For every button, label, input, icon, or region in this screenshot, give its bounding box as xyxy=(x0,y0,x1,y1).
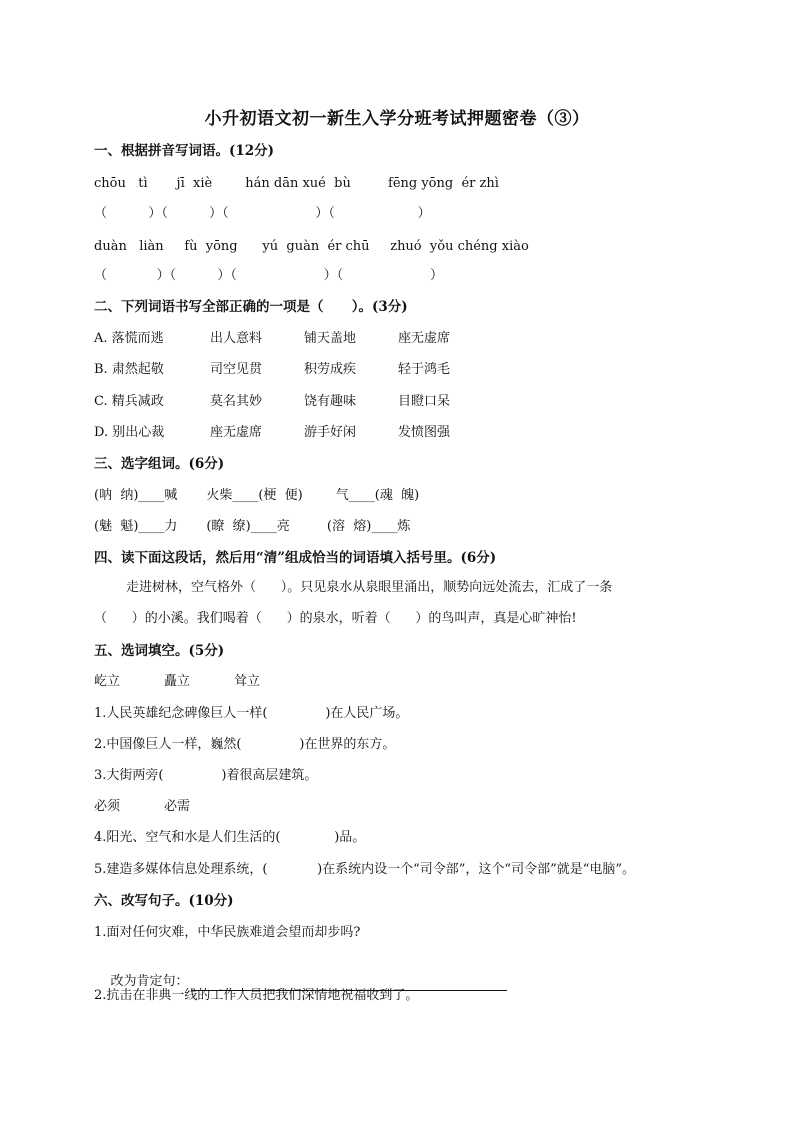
section4-paragraph-line-2: （ ）的小溪。我们喝着（ ）的泉水，听着（ ）的鸟叫声，真是心旷神怡! xyxy=(94,611,577,626)
section6-question-1: 1.面对任何灾难，中华民族难道会望而却步吗? xyxy=(94,925,361,940)
section5-heading: 五、选词填空。(5分) xyxy=(94,643,225,659)
word-choice: 必需 xyxy=(164,799,191,814)
option-c-word2: 莫名其妙 xyxy=(210,394,263,409)
option-c-word4: 目瞪口呆 xyxy=(398,394,451,409)
section3-row-2: (魅 魁)____力 (瞭 缭)____亮 (溶 熔)____炼 xyxy=(94,519,411,534)
option-b-word4: 轻于鸿毛 xyxy=(398,362,451,377)
option-a-word4: 座无虚席 xyxy=(398,331,451,346)
section6-question-2: 2.抗击在非典一线的工作人员把我们深情地祝福收到了。 xyxy=(94,988,419,1003)
option-a-label: A. 落慌而逃 xyxy=(94,331,164,346)
section3-row-1: (呐 纳)____喊 火柴____(梗 便) 气____(魂 魄) xyxy=(94,488,420,503)
option-a-row xyxy=(94,330,498,348)
section1-heading: 一、根据拼音写词语。(12分) xyxy=(94,143,275,159)
section4-heading: 四、读下面这段话，然后用“清”组成恰当的词语填入括号里。(6分) xyxy=(94,550,497,566)
blanks-row-2: （ ）（ ）（ ）（ ） xyxy=(94,268,443,283)
page-title: 小升初语文初一新生入学分班考试押题密卷（③） xyxy=(204,109,590,129)
option-d-word2: 座无虚席 xyxy=(210,425,263,440)
pinyin-row-1: chōu tì jī xiè hán dān xué bù fēng yōng ér zhì xyxy=(94,176,499,191)
section5-question-5: 5.建造多媒体信息处理系统，( )在系统内设一个“司令部”，这个“司令部”就是“电脑”。 xyxy=(94,862,636,877)
option-b-row xyxy=(94,361,498,379)
option-d-word3: 游手好闲 xyxy=(304,425,357,440)
section4-paragraph-line-1: 走进树林，空气格外（ ）。只见泉水从泉眼里涌出，顺势向远处流去，汇成了一条 xyxy=(126,580,613,595)
option-a-word2: 出人意料 xyxy=(210,331,263,346)
word-choices-2 xyxy=(94,798,234,816)
section5-question-2: 2.中国像巨人一样，巍然( )在世界的东方。 xyxy=(94,737,396,752)
blanks-row-1: （ ）（ ）（ ）（ ） xyxy=(94,206,431,221)
section6-heading: 六、改写句子。(10分) xyxy=(94,893,234,909)
section5-question-3: 3.大街两旁( )着很高层建筑。 xyxy=(94,768,318,783)
word-choice: 耸立 xyxy=(234,674,261,689)
word-choices-1 xyxy=(94,673,304,691)
section2-heading: 二、下列词语书写全部正确的一项是（ ）。(3分) xyxy=(94,299,408,315)
option-a-word3: 铺天盖地 xyxy=(304,331,357,346)
pinyin-row-2: duàn liàn fù yōng yú guàn ér chū zhuó yǒu chéng xiào xyxy=(94,239,529,254)
option-d-row xyxy=(94,424,498,442)
word-choice: 屹立 xyxy=(94,674,121,689)
section5-question-4: 4.阳光、空气和水是人们生活的( )品。 xyxy=(94,830,366,845)
option-c-word3: 饶有趣味 xyxy=(304,394,357,409)
option-b-word2: 司空见贯 xyxy=(210,362,263,377)
word-choice: 矗立 xyxy=(164,674,191,689)
word-choice: 必须 xyxy=(94,799,121,814)
option-d-word4: 发愤图强 xyxy=(398,425,451,440)
answer-prompt: 改为肯定句： xyxy=(110,974,189,989)
option-b-label: B. 肃然起敬 xyxy=(94,362,164,377)
option-c-row xyxy=(94,393,498,411)
section5-question-1: 1.人民英雄纪念碑像巨人一样( )在人民广场。 xyxy=(94,706,409,721)
section3-heading: 三、选字组词。(6分) xyxy=(94,456,225,472)
option-d-label: D. 别出心裁 xyxy=(94,425,165,440)
option-b-word3: 积劳成疾 xyxy=(304,362,357,377)
option-c-label: C. 精兵减政 xyxy=(94,394,164,409)
